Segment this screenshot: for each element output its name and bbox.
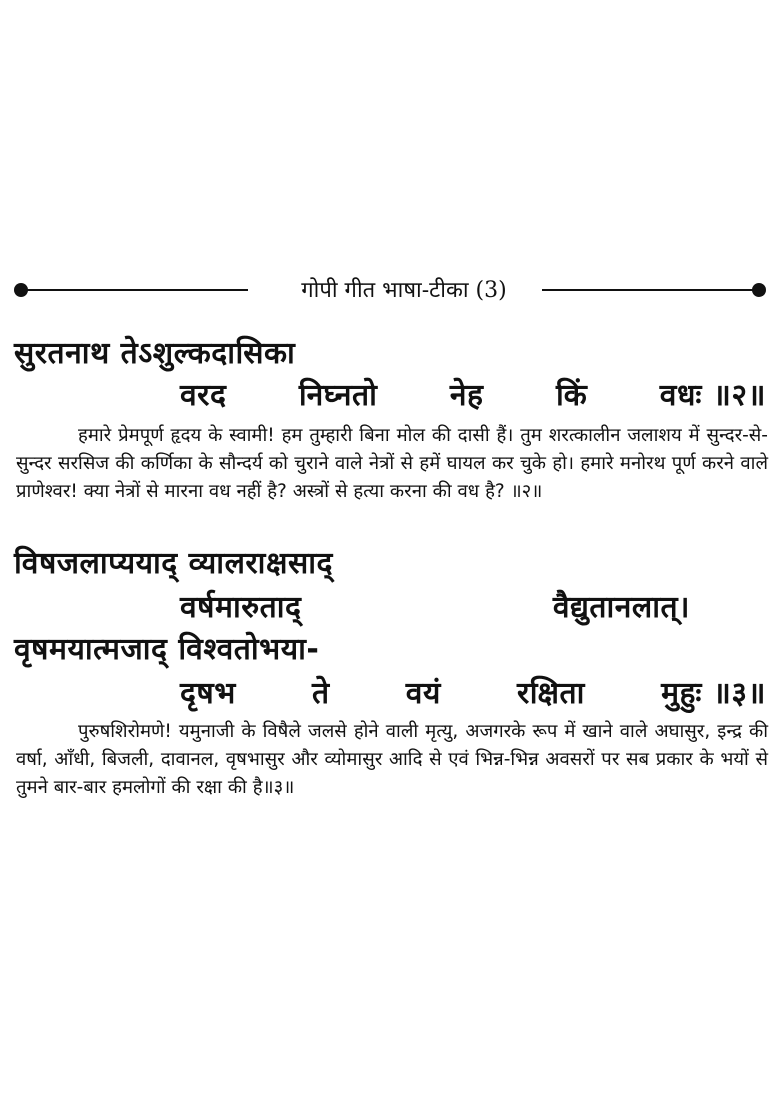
verse-2-line-1: सुरतनाथ तेऽशुल्कदासिका [14, 336, 296, 371]
commentary-verse-3 [16, 718, 768, 802]
commentary-text: हमारे प्रेमपूर्ण हृदय के स्वामी! हम तुम्हारी बिना मोल की दासी हैं। तुम शरत्कालीन जलाशय में सुन्दर-से-सुन्दर सरसिज की कर्णिका के सौन्दर्य को चुराने वाले नेत्रों से हमें घायल कर चुके हो। हमारे मनोरथ पूर्ण करने वाले प्राणेश्वर! क्या नेत्रों से मारना वध नहीं है? अस्त्रों से हत्या करना की वध है? ॥२॥ [16, 425, 768, 502]
verse-word: निघ्नतो [298, 378, 378, 413]
verse-3-line-2 [180, 588, 690, 628]
commentary-verse-2 [16, 422, 768, 506]
verse-word: किं [555, 378, 588, 413]
verse-3-line-3: वृषमयात्मजाद् विश्वतोभया- [14, 632, 320, 667]
verse-word: मुहुः ॥३॥ [661, 676, 766, 711]
header-right-rule [542, 289, 754, 291]
header-right-dot [752, 283, 766, 297]
page-title: गोपी गीत भाषा-टीका (3) [301, 278, 507, 303]
verse-3-line-4 [180, 674, 766, 714]
verse-word: वैद्युतानलात्। [552, 590, 690, 625]
page-header [14, 276, 766, 306]
verse-word: दृषभ [180, 676, 236, 711]
commentary-text: पुरुषशिरोमणे! यमुनाजी के विषैले जलसे होने वाली मृत्यु, अजगरके रूप में खाने वाले अघासुर, इन्द्र की वर्षा, आँधी, बिजली, दावानल, वृषभासुर और व्योमासुर आदि से एवं भिन्न-भिन्न अवसरों पर सब प्रकार के भयों से तुमने बार-बार हमलोगों की रक्षा की है॥३॥ [16, 721, 768, 798]
verse-word: वरद [180, 378, 227, 413]
verse-2-line-2 [180, 376, 766, 416]
verse-word: ते [312, 676, 330, 711]
verse-word: वर्षमारुताद् [180, 590, 302, 625]
verse-word: वधः ॥२॥ [659, 378, 766, 413]
header-left-rule [26, 289, 248, 291]
verse-word: वयं [405, 676, 441, 711]
verse-word: नेह [449, 378, 484, 413]
verse-3-line-1: विषजलाप्ययाद् व्यालराक्षसाद् [14, 546, 333, 581]
verse-word: रक्षिता [517, 676, 585, 711]
